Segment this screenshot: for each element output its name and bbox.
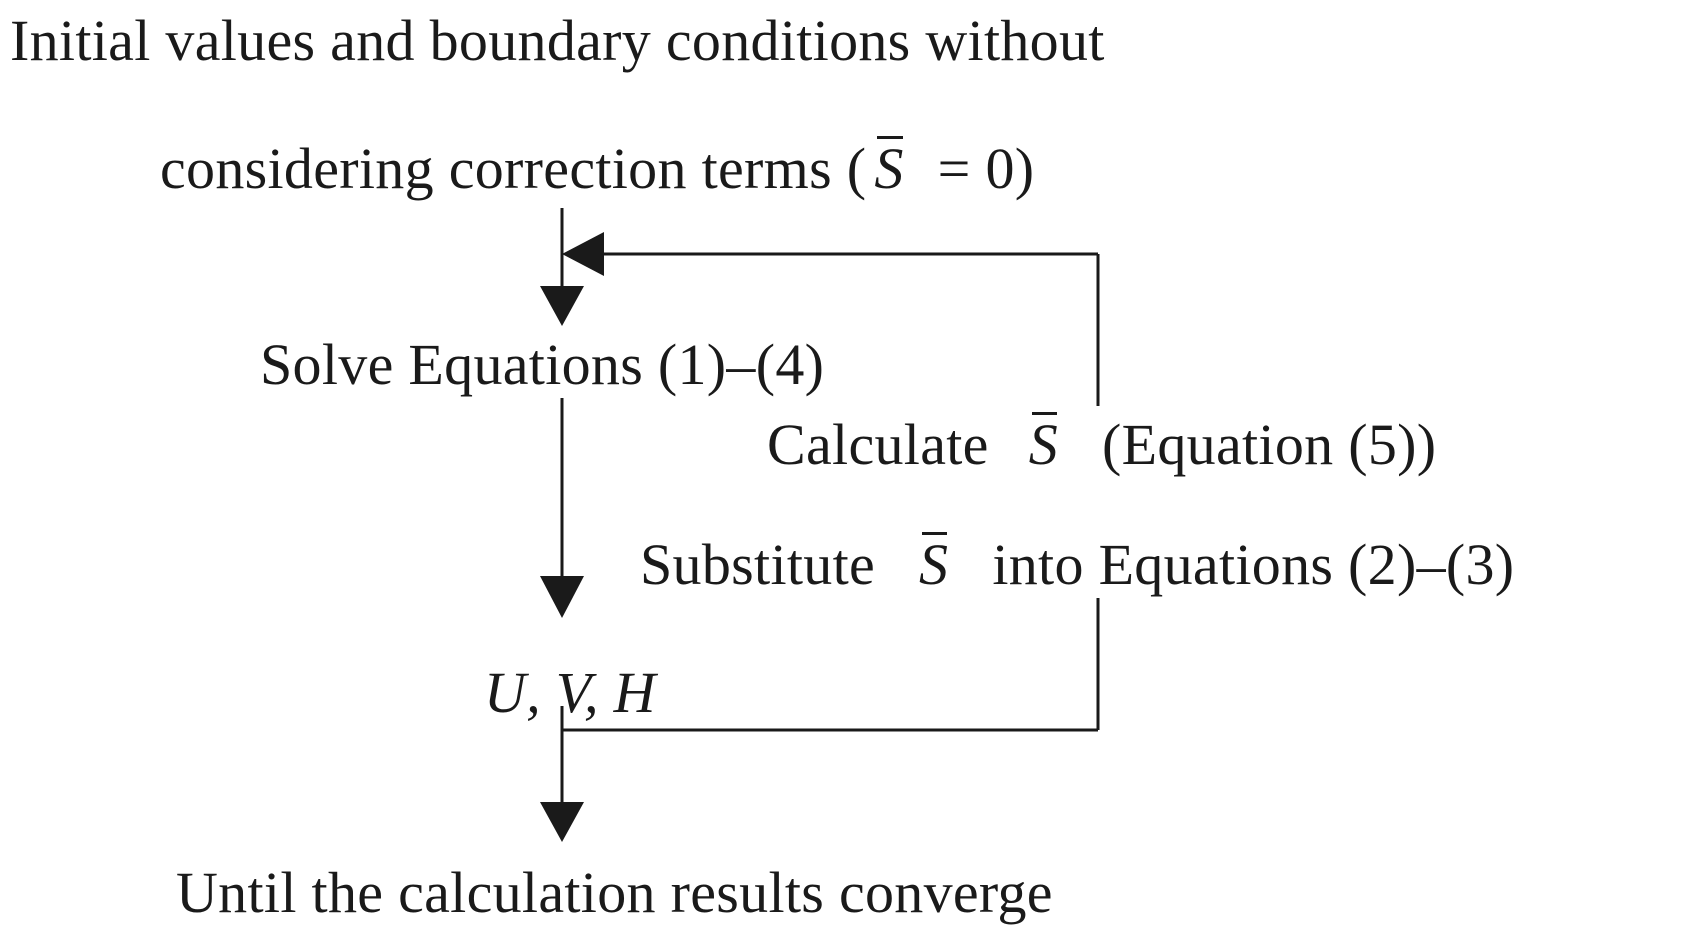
init-line-2-suffix: = 0): [937, 136, 1035, 201]
init-line-1: Initial values and boundary conditions without: [10, 8, 1105, 73]
arrowhead-down-to-output: [540, 576, 584, 618]
s-bar-symbol: S: [1028, 412, 1059, 477]
convergence-step: Until the calculation results converge: [176, 860, 1053, 925]
substitute-suffix: into Equations (2)–(3): [992, 532, 1515, 597]
init-line-2-prefix: considering correction terms (: [160, 136, 867, 201]
arrowhead-down-to-converge: [540, 802, 584, 842]
s-bar-symbol: S: [919, 532, 949, 597]
substitute-prefix: Substitute: [640, 532, 876, 597]
calculate-suffix: (Equation (5)): [1102, 412, 1437, 477]
calculate-prefix: Calculate: [767, 412, 989, 477]
s-bar-symbol: S: [874, 136, 904, 201]
arrowhead-down-to-solve: [540, 286, 584, 326]
arrowhead-left-feedback: [562, 232, 604, 276]
solve-equations-step: Solve Equations (1)–(4): [260, 332, 825, 397]
output-variables: U, V, H: [484, 660, 656, 725]
